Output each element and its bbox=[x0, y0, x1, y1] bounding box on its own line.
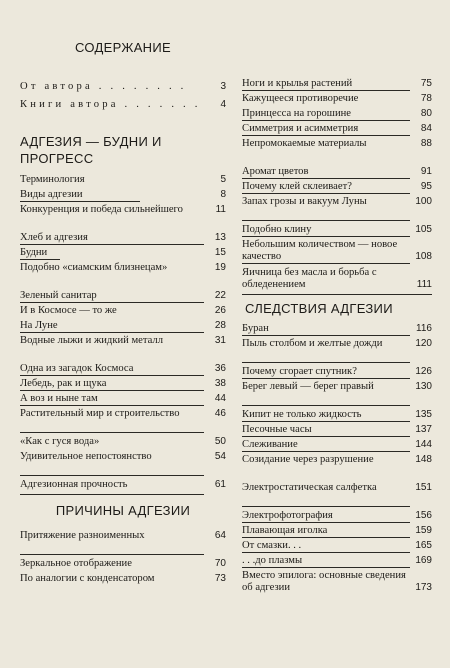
entry-title: По аналогии с конденсатором bbox=[20, 573, 155, 584]
section-title-causes: ПРИЧИНЫ АДГЕЗИИ bbox=[55, 503, 191, 518]
section-divider bbox=[242, 294, 432, 295]
underline-rule bbox=[242, 335, 410, 336]
toc-entry[interactable] bbox=[242, 409, 432, 421]
entry-page: 5 bbox=[220, 174, 226, 185]
toc-entry[interactable] bbox=[20, 174, 226, 186]
underline-rule bbox=[242, 120, 410, 121]
underline-rule bbox=[242, 436, 410, 437]
entry-title: Вместо эпилога: основные сведения об адгезии bbox=[242, 570, 406, 594]
toc-entry[interactable] bbox=[20, 320, 226, 332]
entry-title: Небольшим количеством — новое качество bbox=[242, 239, 398, 263]
underline-rule bbox=[20, 302, 204, 303]
entry-page: 80 bbox=[420, 108, 432, 119]
toc-entry[interactable] bbox=[20, 290, 226, 302]
entry-title: Электрофотография bbox=[242, 510, 333, 521]
entry-page: 46 bbox=[214, 408, 226, 419]
toc-entry[interactable] bbox=[20, 408, 226, 420]
entry-title: Плавающая иголка bbox=[242, 525, 328, 536]
entry-title: Водные лыжи и жидкий металл bbox=[20, 335, 163, 346]
underline-rule bbox=[242, 421, 410, 422]
section-title-consequences: СЛЕДСТВИЯ АДГЕЗИИ bbox=[245, 301, 393, 316]
underline-rule bbox=[242, 552, 410, 553]
entry-page: 3 bbox=[220, 81, 226, 92]
toc-entry[interactable] bbox=[242, 123, 432, 135]
entry-title: Непромокаемые материалы bbox=[242, 138, 367, 149]
entry-title: Терминология bbox=[20, 174, 85, 185]
toc-entry[interactable] bbox=[242, 381, 432, 393]
toc-entry[interactable] bbox=[20, 479, 226, 491]
entry-title: Электростатическая салфетка bbox=[242, 482, 377, 493]
toc-entry[interactable] bbox=[242, 224, 432, 236]
toc-entry[interactable] bbox=[242, 454, 432, 466]
underline-rule bbox=[242, 522, 410, 523]
entry-title: Ноги и крылья растений bbox=[242, 78, 353, 89]
entry-title: Кажущееся противоречие bbox=[242, 93, 359, 104]
entry-page: 88 bbox=[420, 138, 432, 149]
entry-page: 15 bbox=[214, 247, 226, 258]
entry-page: 111 bbox=[416, 279, 432, 291]
entry-page: 135 bbox=[415, 409, 432, 420]
entry-page: 73 bbox=[214, 573, 226, 584]
entry-page: 64 bbox=[214, 530, 226, 541]
toc-entry[interactable] bbox=[20, 378, 226, 390]
entry-page: 105 bbox=[415, 224, 432, 235]
toc-entry[interactable] bbox=[242, 510, 432, 522]
entry-page: 38 bbox=[214, 378, 226, 389]
underline-rule bbox=[242, 220, 410, 221]
toc-entry[interactable] bbox=[242, 525, 432, 537]
entry-page: 22 bbox=[214, 290, 226, 301]
entry-title: Почему клей склеивает? bbox=[242, 181, 352, 192]
entry-page: 50 bbox=[214, 436, 226, 447]
entry-title: Растительный мир и строительство bbox=[20, 408, 180, 419]
toc-entry[interactable] bbox=[20, 262, 226, 274]
underline-rule bbox=[242, 405, 410, 406]
underline-rule bbox=[20, 259, 60, 260]
toc-entry[interactable] bbox=[242, 555, 432, 567]
entry-page: 169 bbox=[415, 555, 432, 566]
entry-page: 70 bbox=[214, 558, 226, 569]
entry-page: 108 bbox=[415, 251, 432, 263]
toc-entry[interactable] bbox=[242, 138, 432, 150]
toc-entry[interactable] bbox=[242, 338, 432, 350]
entry-page: 156 bbox=[415, 510, 432, 521]
entry-title: А воз и ныне там bbox=[20, 393, 98, 404]
entry-page: 75 bbox=[420, 78, 432, 89]
underline-rule bbox=[20, 201, 140, 202]
underline-rule bbox=[242, 362, 410, 363]
entry-page: 126 bbox=[415, 366, 432, 377]
toc-entry[interactable] bbox=[20, 247, 226, 259]
underline-rule bbox=[242, 567, 410, 568]
underline-rule bbox=[20, 432, 204, 433]
entry-title: Книги автора . . . . . . . bbox=[20, 99, 201, 110]
entry-title: Будни bbox=[20, 247, 48, 258]
contents-title: СОДЕРЖАНИЕ bbox=[74, 40, 171, 55]
toc-entry[interactable] bbox=[20, 232, 226, 244]
entry-page: 4 bbox=[220, 99, 226, 110]
toc-entry[interactable] bbox=[242, 196, 432, 208]
toc-entry[interactable] bbox=[242, 78, 432, 90]
entry-title: На Луне bbox=[20, 320, 58, 331]
entry-title: . . .до плазмы bbox=[242, 555, 303, 566]
toc-entry[interactable] bbox=[242, 93, 432, 105]
entry-title: Хлеб и адгезия bbox=[20, 232, 88, 243]
entry-title: Слеживание bbox=[242, 439, 298, 450]
toc-entry[interactable] bbox=[20, 335, 226, 347]
section-divider bbox=[20, 494, 204, 495]
entry-page: 13 bbox=[214, 232, 226, 243]
toc-entry[interactable] bbox=[242, 181, 432, 193]
entry-title: Принцесса на горошине bbox=[242, 108, 351, 119]
underline-rule bbox=[20, 390, 204, 391]
toc-entry[interactable] bbox=[20, 363, 226, 375]
underline-rule bbox=[242, 451, 410, 452]
entry-page: 78 bbox=[420, 93, 432, 104]
toc-entry[interactable] bbox=[242, 570, 432, 594]
toc-entry[interactable] bbox=[242, 482, 432, 494]
entry-page: 95 bbox=[420, 181, 432, 192]
section-title-adhesion-progress: АДГЕЗИЯ — БУДНИ И ПРОГРЕСС bbox=[20, 134, 162, 166]
entry-title: Почему сгорает спутник? bbox=[242, 366, 357, 377]
entry-title: Зеркальное отображение bbox=[20, 558, 132, 569]
entry-title: Подобно «сиамским близнецам» bbox=[20, 262, 168, 273]
toc-entry[interactable] bbox=[242, 323, 432, 335]
entry-page: 36 bbox=[214, 363, 226, 374]
entry-page: 44 bbox=[214, 393, 226, 404]
entry-page: 159 bbox=[415, 525, 432, 536]
entry-title: Аромат цветов bbox=[242, 166, 309, 177]
entry-page: 54 bbox=[214, 451, 226, 462]
toc-entry[interactable] bbox=[20, 204, 226, 216]
toc-entry[interactable] bbox=[20, 558, 226, 570]
entry-page: 120 bbox=[415, 338, 432, 349]
toc-entry[interactable] bbox=[242, 267, 432, 291]
toc-entry[interactable] bbox=[242, 424, 432, 436]
toc-entry[interactable] bbox=[242, 108, 432, 120]
entry-title: Пыль столбом и желтые дожди bbox=[242, 338, 383, 349]
underline-rule bbox=[20, 554, 204, 555]
entry-title: Берег левый — берег правый bbox=[242, 381, 374, 392]
underline-rule bbox=[242, 506, 410, 507]
entry-title: Адгезионная прочность bbox=[20, 479, 128, 490]
entry-page: 11 bbox=[215, 204, 226, 215]
underline-rule bbox=[242, 263, 410, 264]
entry-title: Подобно клину bbox=[242, 224, 312, 235]
toc-entry[interactable] bbox=[20, 393, 226, 405]
toc-entry[interactable] bbox=[20, 305, 226, 317]
entry-page: 84 bbox=[420, 123, 432, 134]
underline-rule bbox=[242, 135, 410, 136]
entry-page: 130 bbox=[415, 381, 432, 392]
toc-entry[interactable] bbox=[20, 530, 226, 542]
toc-entry[interactable] bbox=[20, 436, 226, 448]
toc-entry[interactable] bbox=[20, 189, 226, 201]
underline-rule bbox=[20, 244, 204, 245]
entry-title: Буран bbox=[242, 323, 269, 334]
entry-page: 8 bbox=[220, 189, 226, 200]
toc-entry[interactable] bbox=[242, 239, 432, 263]
entry-page: 137 bbox=[415, 424, 432, 435]
entry-title: Яичница без масла и борьба с обледенением bbox=[242, 267, 377, 291]
underline-rule bbox=[20, 405, 204, 406]
entry-page: 19 bbox=[214, 262, 226, 273]
entry-page: 31 bbox=[214, 335, 226, 346]
entry-title: От автора . . . . . . . . bbox=[20, 81, 187, 92]
entry-page: 148 bbox=[415, 454, 432, 465]
underline-rule bbox=[242, 193, 410, 194]
underline-rule bbox=[20, 332, 204, 333]
entry-page: 61 bbox=[214, 479, 226, 490]
toc-entry[interactable] bbox=[242, 366, 432, 378]
underline-rule bbox=[20, 375, 204, 376]
entry-title: «Как с гуся вода» bbox=[20, 436, 100, 447]
toc-entry-author-books[interactable] bbox=[20, 99, 226, 111]
entry-page: 173 bbox=[415, 582, 432, 594]
entry-title: И в Космосе — то же bbox=[20, 305, 117, 316]
entry-title: От смазки. . . bbox=[242, 540, 302, 551]
entry-title: Притяжение разноименных bbox=[20, 530, 145, 541]
entry-page: 91 bbox=[420, 166, 432, 177]
entry-title: Одна из загадок Космоса bbox=[20, 363, 134, 374]
entry-title: Лебедь, рак и щука bbox=[20, 378, 107, 389]
entry-page: 28 bbox=[214, 320, 226, 331]
entry-title: Симметрия и асимметрия bbox=[242, 123, 359, 134]
entry-page: 100 bbox=[415, 196, 432, 207]
underline-rule bbox=[242, 378, 410, 379]
underline-rule bbox=[242, 90, 410, 91]
entry-page: 151 bbox=[415, 482, 432, 493]
entry-title: Удивительное непостоянство bbox=[20, 451, 152, 462]
toc-entry[interactable] bbox=[242, 439, 432, 451]
underline-rule bbox=[242, 236, 410, 237]
underline-rule bbox=[242, 537, 410, 538]
entry-page: 165 bbox=[415, 540, 432, 551]
toc-entry-from-author[interactable] bbox=[20, 81, 226, 93]
entry-page: 144 bbox=[415, 439, 432, 450]
toc-entry[interactable] bbox=[20, 573, 226, 585]
entry-title: Запах грозы и вакуум Луны bbox=[242, 196, 367, 207]
entry-title: Конкуренция и победа сильнейшего bbox=[20, 204, 183, 215]
underline-rule bbox=[242, 178, 410, 179]
underline-rule bbox=[20, 475, 204, 476]
entry-title: Зеленый санитар bbox=[20, 290, 97, 301]
toc-entry[interactable] bbox=[20, 451, 226, 463]
toc-entry[interactable] bbox=[242, 540, 432, 552]
toc-entry[interactable] bbox=[242, 166, 432, 178]
entry-page: 26 bbox=[214, 305, 226, 316]
entry-page: 116 bbox=[416, 323, 432, 334]
entry-title: Виды адгезии bbox=[20, 189, 83, 200]
entry-title: Кипит не только жидкость bbox=[242, 409, 362, 420]
entry-title: Песочные часы bbox=[242, 424, 312, 435]
entry-title: Созидание через разрушение bbox=[242, 454, 374, 465]
